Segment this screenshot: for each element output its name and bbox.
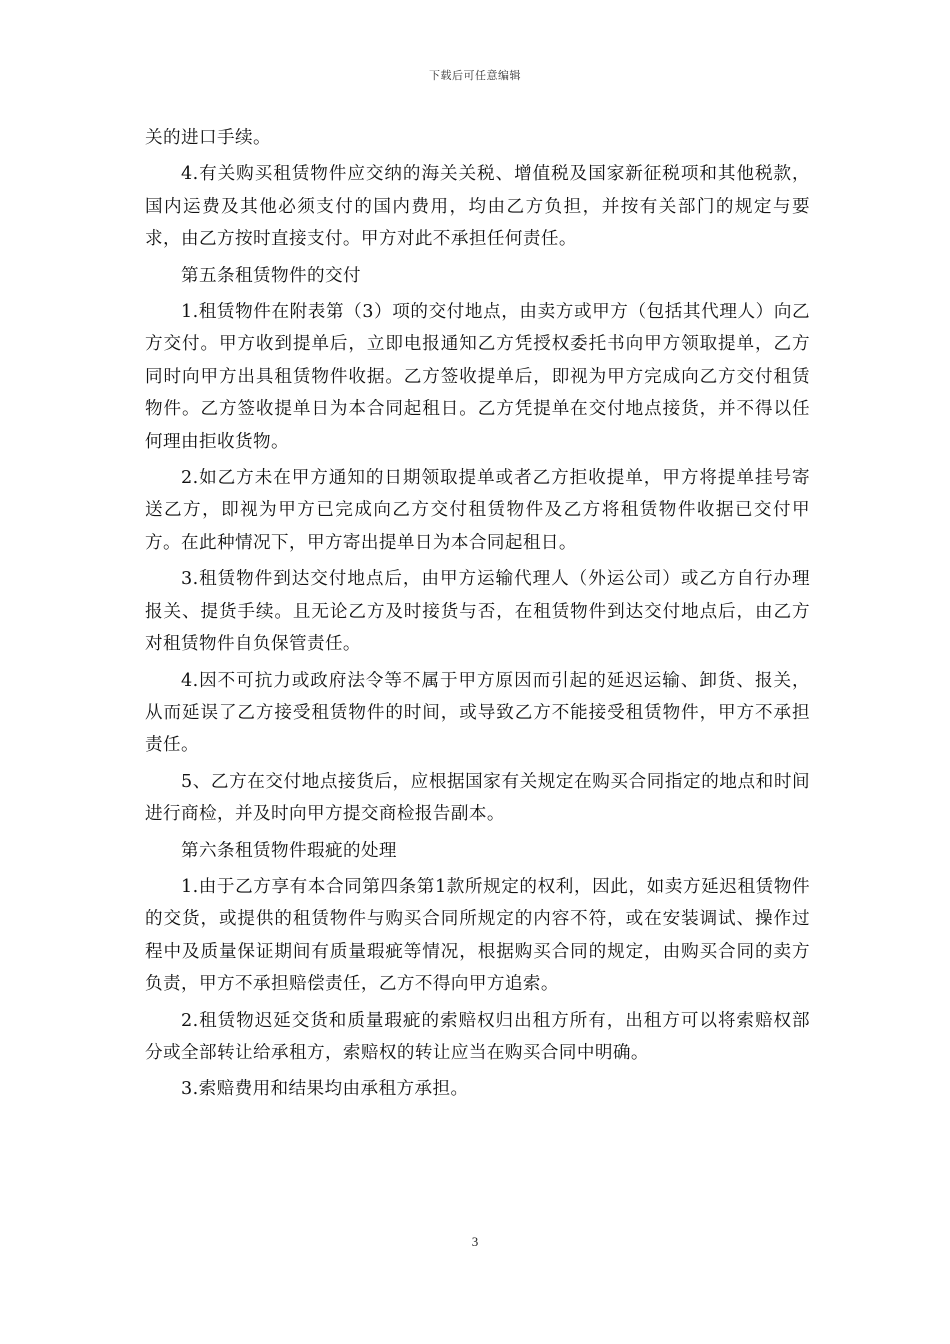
paragraph: 5、乙方在交付地点接货后，应根据国家有关规定在购买合同指定的地点和时间进行商检，并及时向甲方提交商检报告副本。 bbox=[145, 771, 810, 825]
section-heading: 第五条租赁物件的交付 bbox=[181, 265, 361, 286]
paragraph: 1.租赁物件在附表第（3）项的交付地点，由卖方或甲方（包括其代理人）向乙方交付。甲方收到提单后，立即电报通知乙方凭授权委托书向甲方领取提单，乙方同时向甲方出具租赁物件收据。乙方签收提单后，即视为甲方完成向乙方交付租赁物件。乙方签收提单日为本合同起租日。乙方凭提单在交付地点接货，并不得以任何理由拒收货物。 bbox=[145, 302, 810, 452]
page-number: 3 bbox=[471, 1234, 479, 1249]
paragraph: 3.租赁物件到达交付地点后，由甲方运输代理人（外运公司）或乙方自行办理报关、提货手续。且无论乙方及时接货与否，在租赁物件到达交付地点后，由乙方对租赁物件自负保管责任。 bbox=[145, 569, 810, 655]
section-heading: 第六条租赁物件瑕疵的处理 bbox=[181, 840, 397, 861]
paragraph: 2.租赁物迟延交货和质量瑕疵的索赔权归出租方所有，出租方可以将索赔权部分或全部转让给承租方，索赔权的转让应当在购买合同中明确。 bbox=[145, 1010, 810, 1063]
paragraph: 3.索赔费用和结果均由承租方承担。 bbox=[181, 1079, 469, 1100]
paragraph: 4.因不可抗力或政府法令等不属于甲方原因而引起的延迟运输、卸货、报关，从而延误了乙方接受租赁物件的时间，或导致乙方不能接受租赁物件，甲方不承担责任。 bbox=[145, 670, 810, 756]
paragraph: 4.有关购买租赁物件应交纳的海关关税、增值税及国家新征税项和其他税款，国内运费及其他必须支付的国内费用，均由乙方负担，并按有关部门的规定与要求，由乙方按时直接支付。甲方对此不承担任何责任。 bbox=[145, 164, 810, 250]
paragraph: 2.如乙方未在甲方通知的日期领取提单或者乙方拒收提单，甲方将提单挂号寄送乙方，即视为甲方已完成向乙方交付租赁物件及乙方将租赁物件收据已交付甲方。在此种情况下，甲方寄出提单日为本合同起租日。 bbox=[145, 468, 810, 553]
paragraph: 关的进口手续。 bbox=[145, 128, 271, 148]
page-header: 下载后可任意编辑 bbox=[429, 69, 521, 82]
document-body bbox=[145, 122, 810, 1110]
paragraph: 1.由于乙方享有本合同第四条第1款所规定的权利，因此，如卖方延迟租赁物件的交货，或提供的租赁物件与购买合同所规定的内容不符，或在安装调试、操作过程中及质量保证期间有质量瑕疵等情况，根据购买合同的规定，由购买合同的卖方负责，甲方不承担赔偿责任，乙方不得向甲方追索。 bbox=[145, 876, 810, 995]
